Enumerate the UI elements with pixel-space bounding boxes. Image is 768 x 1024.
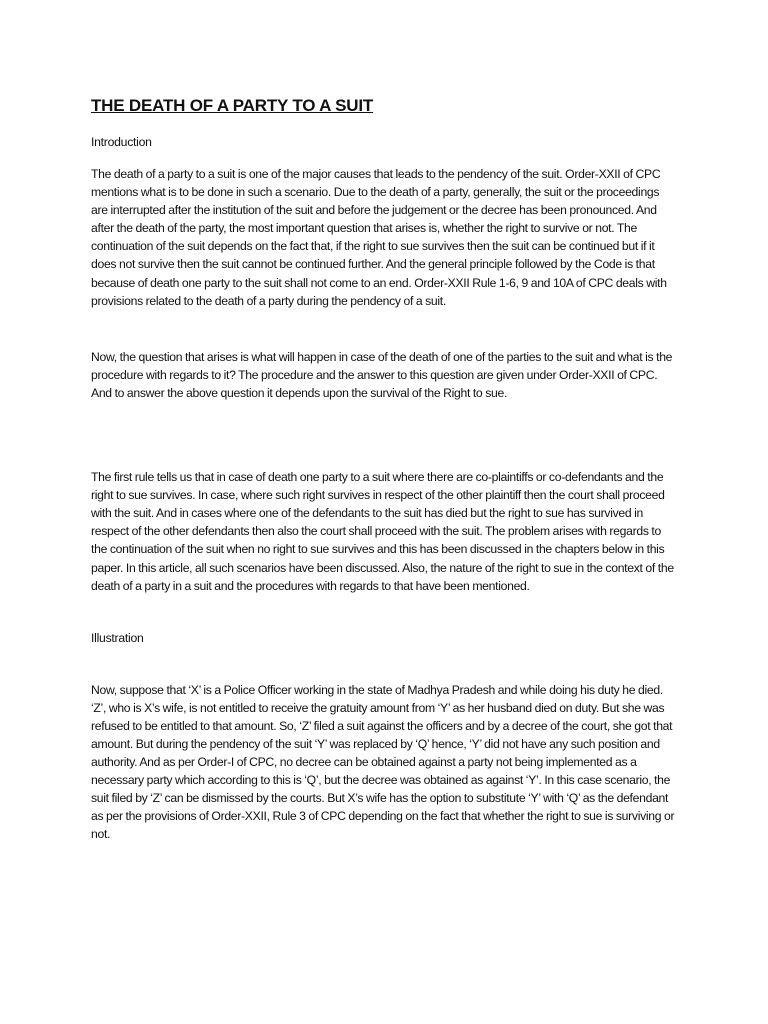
paragraph-4: Now, suppose that ‘X’ is a Police Officer working in the state of Madhya Pradesh and while doing his duty he died. ‘Z’, who is X’s wife, is not entitled to receive the gratuity amount from ‘Y’ as her husband died on duty. But she was refused to be entitled to that amount. So, ‘Z’ filed a suit against the officers and by a decree of the court, she got that amount. But during the pendency of the suit ‘Y’ was replaced by ‘Q’ hence, ‘Y’ did not have any such position and authority. And as per Order-I of CPC, no decree can be obtained against a party not being implemented as a necessary party which according to this is ‘Q’, but the decree was obtained as against ‘Y’. In this case scenario, the suit filed by ‘Z’ can be dismissed by the courts. But X’s wife has the option to substitute ‘Y’ with ‘Q’ as the defendant as per the provisions of Order-XXII, Rule 3 of CPC depending on the fact that whether the right to sue is surviving or not. xyxy=(91,682,675,842)
document-title: THE DEATH OF A PARTY TO A SUIT xyxy=(91,96,374,115)
paragraph-3: The first rule tells us that in case of death one party to a suit where there are co-plaintiffs or co-defendants and the right to sue survives. In case, where such right survives in respect of the other plaintiff then the court shall proceed with the suit. And in cases where one of the defendants to the suit has died but the right to sue has survived in respect of the other defendants then also the court shall proceed with the suit. The problem arises with regards to the continuation of the suit when no right to sue survives and this has been discussed in the chapters below in this paper. In this article, all such scenarios have been discussed. Also, the nature of the right to sue in the context of the death of a party in a suit and the procedures with regards to that have been mentioned. xyxy=(91,470,674,593)
paragraph-2: Now, the question that arises is what will happen in case of the death of one of the parties to the suit and what is the procedure with regards to it? The procedure and the answer to this question are given under Order-XXII of CPC. And to answer the above question it depends upon the survival of the Right to sue. xyxy=(91,349,673,400)
illustration-heading: Illustration xyxy=(91,630,144,645)
document-body xyxy=(91,94,675,844)
paragraph-1: The death of a party to a suit is one of the major causes that leads to the pendency of the suit. Order-XXII of CPC mentions what is to be done in such a scenario. Due to the death of a party, generally, the suit or the proceedings are interrupted after the institution of the suit and before the judgement or the decree has been pronounced. And after the death of the party, the most important question that arises is, whether the right to survive or not. The continuation of the suit depends on the fact that, if the right to sue survives then the suit can be continued but if it does not survive then the suit cannot be continued further. And the general principle followed by the Code is that because of death one party to the suit shall not come to an end. Order-XXII Rule 1-6, 9 and 10A of CPC deals with provisions related to the death of a party during the pendency of a suit. xyxy=(91,167,667,308)
introduction-heading: Introduction xyxy=(91,135,152,149)
